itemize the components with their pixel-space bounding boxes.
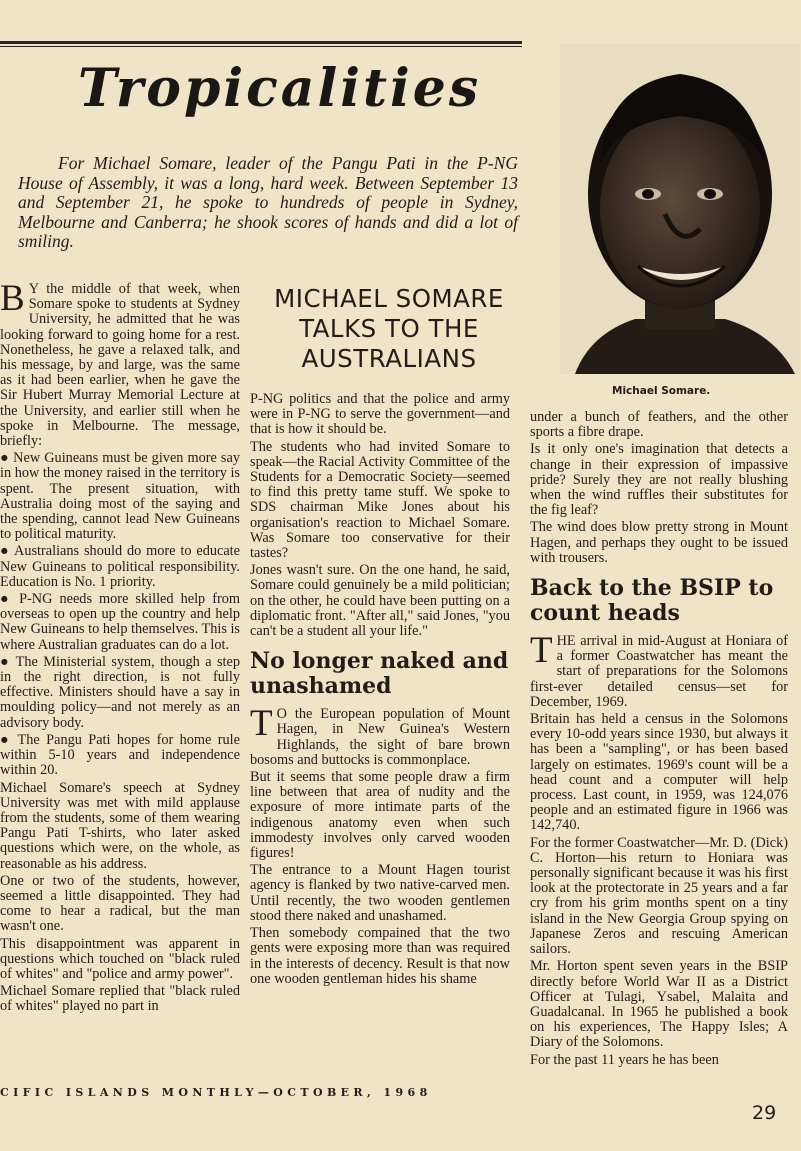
portrait-illustration <box>560 44 800 374</box>
page-number: 29 <box>752 1102 777 1124</box>
masthead-title: Tropicalities <box>78 58 482 119</box>
subhead-bsip: Back to the BSIP to count heads <box>530 575 774 627</box>
col1-para-7: One or two of the students, however, seemed a little disappointed. They had come to hear a radical, but the man wasn't one. <box>0 872 240 935</box>
column-2 <box>250 392 510 989</box>
dropcap-t: T <box>250 703 273 745</box>
col3-para2-4: For the past 11 years he has been <box>530 1051 719 1068</box>
col1-para-6: Michael Somare's speech at Sydney University was met with mild applause from the students, some of them wearing Pangu Pati T-shirts, who later asked questions which were, on the whole, as reasonable as his address. <box>0 779 240 872</box>
col3-para-0: under a bunch of feathers, and the other sports a fibre drape. <box>530 409 788 441</box>
col2-para-0: P-NG politics and that the police and army were in P-NG to serve the government—and that is how it should be. <box>250 391 510 438</box>
top-rule <box>0 41 522 44</box>
photo-caption: Michael Somare. <box>612 385 711 397</box>
intro-text: For Michael Somare, leader of the Pangu Pati in the P-NG House of Assembly, it was a long, hard week. Between September 13 and September 21, he spoke to hundreds of people in Sydney, Melbourne and Canberra; he shook scores of hands and did a lot of smiling. <box>18 153 518 251</box>
col3-para2-3: Mr. Horton spent seven years in the BSIP directly before World War II as a District Officer at Tulagi, Ysabel, Malaita and Guadalcanal. In 1965 he published a book on his experiences, The Happy Isles; A Diary of the Solomons. <box>530 958 788 1051</box>
col1-para-9: Michael Somare replied that "black ruled of whites" played no part in <box>0 983 240 1015</box>
col1-para-3: ● P-NG needs more skilled help from overseas to open up the country and help New Guineans to help themselves. This is where Australian graduates can do a lot. <box>0 591 240 653</box>
col3-para2-2: For the former Coastwatcher—Mr. D. (Dick) C. Horton—his return to Honiara was personally significant because it was his first look at the protectorate in 25 years and a far cry from his grim months spent on a tiny island in the New Georgia Group spying on Japanese Zeros and rescuing American sailors. <box>530 834 788 958</box>
dropcap-t2: T <box>530 630 553 672</box>
col2-para2-2: The entrance to a Mount Hagen tourist agency is flanked by two native-carved men. Until recently, the two wooden gentlemen stood there naked and unashamed. <box>250 862 510 924</box>
col1-para-5: ● The Pangu Pati hopes for home rule within 5-10 years and independence within 20. <box>0 731 240 779</box>
col2-para2-1: But it seems that some people draw a firm line between that area of nudity and the exposure of more intimate parts of the indigenous anatomy even when such immodesty involves only carved wooden figures! <box>250 769 510 862</box>
col1-para-1: ● New Guineans must be given more say in how the money raised in the territory is spent. The present situation, with Australia doing most of the saying and the spending, cannot lead New Guineans to political maturity. <box>0 450 240 543</box>
column-3 <box>530 410 788 1070</box>
portrait-photo <box>560 44 800 374</box>
col2-para-2: Jones wasn't sure. On the one hand, he said, Somare could genuinely be a mild politician; on the other, he could have been putting on a diplomatic front. "After all," said Jones, "you can't be a student all your life." <box>250 562 510 640</box>
col3-para2-1: Britain has held a census in the Solomons every 10-odd years since 1930, but always it has been a "sampling", or has been based largely on estimates. 1969's count will be a head count and a computer will help process. Last count, in 1959, was 124,076 people and an estimated figure in 1966 was 142,740. <box>530 711 788 834</box>
col3-para-2: The wind does blow pretty strong in Mount Hagen, and perhaps they ought to be issued with trousers. <box>530 519 788 566</box>
col1-para-2: ● Australians should do more to educate New Guineans to political responsibility. Education is No. 1 priority. <box>0 543 240 590</box>
col3-para2-0: THE arrival in mid-August at Honiara of a former Coastwatcher has meant the start of preparations for the Solomons first-ever detailed census—set for December, 1969. <box>530 630 788 710</box>
col3-para-1: Is it only one's imagination that detects a change in their expression of impassive pride? Surely they are not really blushing when the wind ruffles their substitutes for the fig leaf? <box>530 441 788 519</box>
footer-running-title: CIFIC ISLANDS MONTHLY—OCTOBER, 1968 <box>0 1086 432 1099</box>
article-headline: MICHAEL SOMARE TALKS TO THE AUSTRALIANS <box>274 284 504 373</box>
column-1 <box>0 278 240 1017</box>
col2-para2-0: T O the European population of Mount Hagen, in New Guinea's Western Highlands, the sight of bare brown bosoms and buttocks is commonplace. <box>250 703 510 768</box>
dropcap-b: B <box>0 278 25 319</box>
col1-para-8: This disappointment was apparent in questions which touched on "black ruled of whites" and "police and army power". <box>0 935 240 982</box>
col2-para2-3: Then somebody compained that the two gents were exposing more than was required in the interests of decency. Result is that now one wooden gentleman hides his shame <box>250 925 510 987</box>
col2-para-1: The students who had invited Somare to speak—the Racial Activity Committee of the Students for a Democratic Society—seemed to find this pretty tame stuff. We spoke to SDS chairman Mike Jones about his organisation's reaction to Michael Somare. Was Somare too conservative for their tastes? <box>250 438 510 562</box>
col1-para-0: B Y the middle of that week, when Somare spoke to students at Sydney University, he admitted that he was looking forward to going home for a rest. Nonetheless, he gave a relaxed talk, and his message, by and large, was the same as it had been earlier, when he gave the Sir Hubert Murray Memorial Lecture at the University, and earlier still when he spoke in Melbourne. The message, briefly: <box>0 278 240 450</box>
subhead-naked: No longer naked and unashamed <box>250 648 509 700</box>
top-rule-thin <box>0 46 522 47</box>
col1-para-4: ● The Ministerial system, though a step in the right direction, is not fully effective. Ministers should have a say in moulding policy—and not merely as an advisory body. <box>0 653 240 731</box>
